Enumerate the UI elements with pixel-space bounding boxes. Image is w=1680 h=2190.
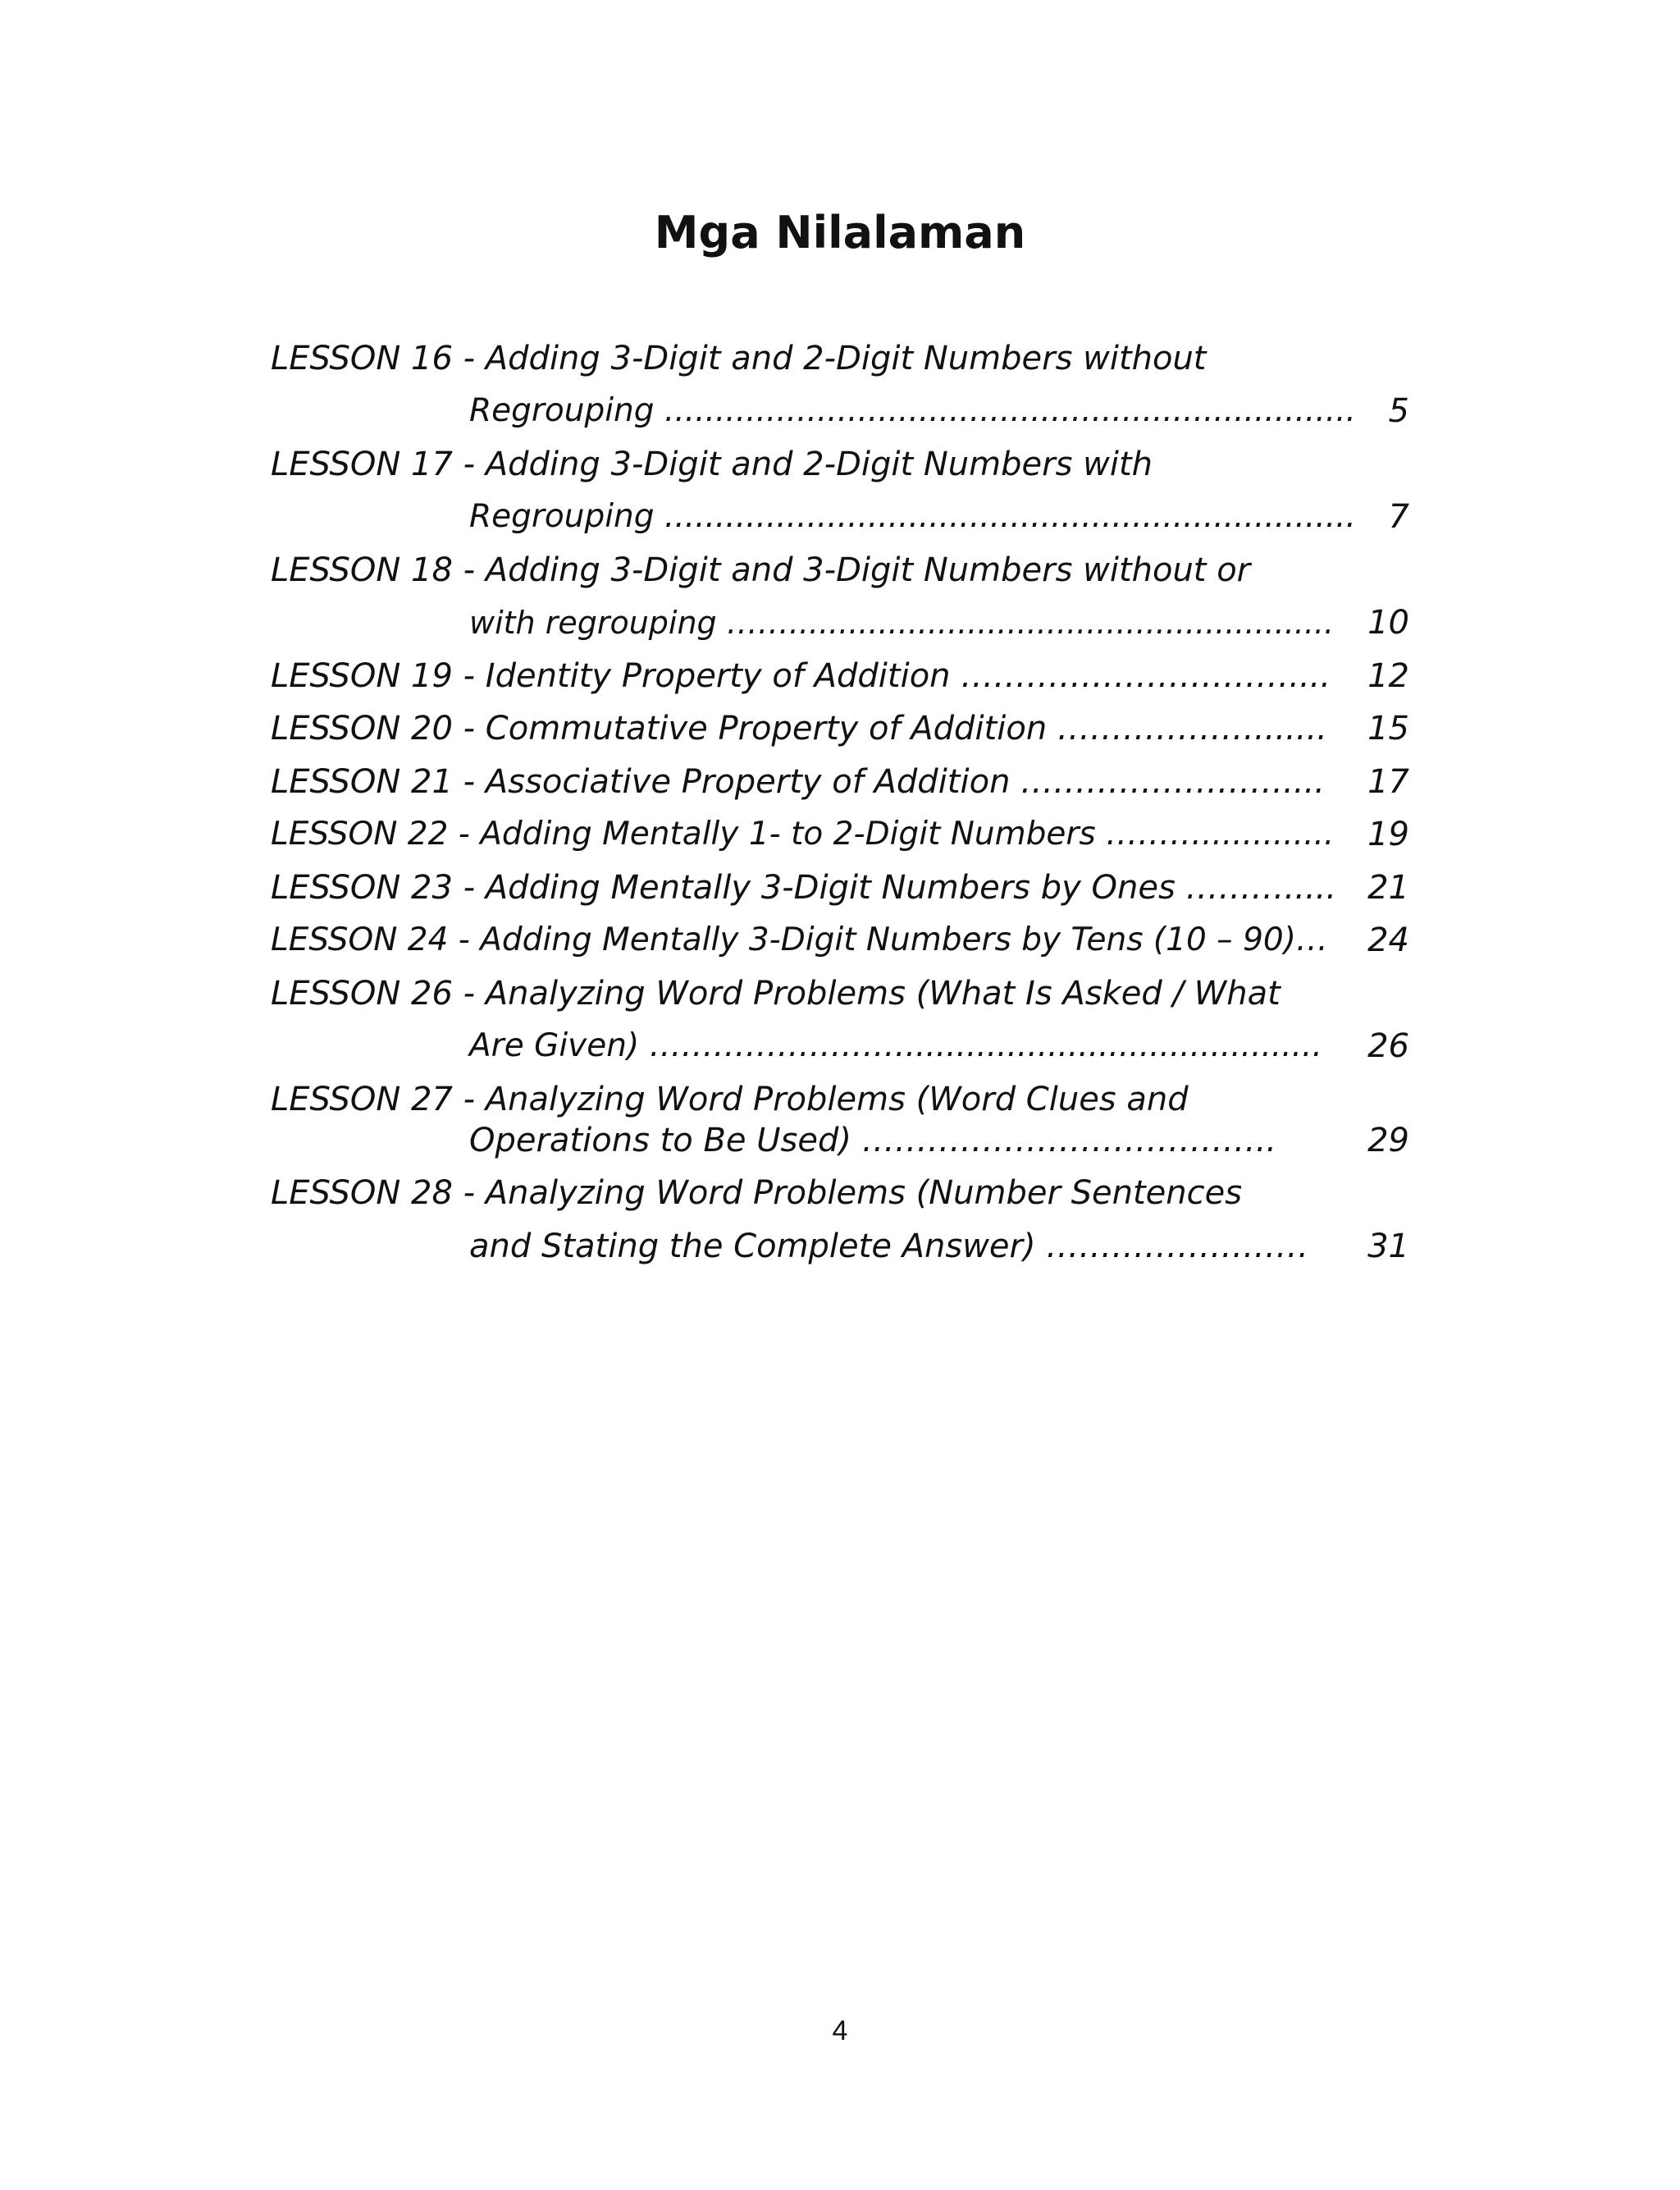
toc-page-number: 29 xyxy=(1367,1122,1409,1159)
toc-entry-text: with regrouping ……....................................................... xyxy=(469,605,1335,641)
page-title: Mga Nilalaman xyxy=(654,207,1026,258)
toc-line xyxy=(0,862,1680,914)
toc-line xyxy=(0,385,1680,437)
toc-entry-text: LESSON 19 - Identity Property of Addition ………………………….... xyxy=(271,657,1331,695)
toc-line xyxy=(0,756,1680,808)
toc-entry-text: LESSON 26 - Analyzing Word Problems (What Is Asked / What xyxy=(271,975,1281,1013)
toc-entry-text: and Stating the Complete Answer) …………………… xyxy=(469,1228,1309,1265)
toc-page-number: 21 xyxy=(1367,869,1409,907)
toc-line xyxy=(0,967,1680,1020)
toc-page-number: 7 xyxy=(1388,498,1409,536)
toc-line xyxy=(0,702,1680,755)
toc-page-number: 19 xyxy=(1367,816,1409,853)
toc-page-number: 15 xyxy=(1367,710,1409,748)
toc-page-number: 24 xyxy=(1367,921,1409,959)
toc-page-number: 12 xyxy=(1367,657,1409,695)
toc-entry-text: Are Given) ……………………......................................... xyxy=(469,1027,1322,1064)
toc-page-number: 10 xyxy=(1367,604,1409,642)
toc-line xyxy=(0,597,1680,649)
toc-entry-text: LESSON 16 - Adding 3-Digit and 2-Digit Numbers without xyxy=(271,340,1207,377)
toc-line xyxy=(0,1114,1680,1167)
toc-page-number: 17 xyxy=(1367,763,1409,801)
toc-line xyxy=(0,650,1680,702)
toc-entry-text: LESSON 22 - Adding Mentally 1- to 2-Digit Numbers ………............. xyxy=(271,816,1335,853)
toc-entry-text: LESSON 28 - Analyzing Word Problems (Number Sentences xyxy=(271,1174,1243,1212)
toc-line xyxy=(0,332,1680,385)
toc-entry-text: LESSON 24 - Adding Mentally 3-Digit Numbers by Tens (10 – 90)… xyxy=(271,921,1328,958)
toc-page-number: 26 xyxy=(1367,1027,1409,1065)
toc-line xyxy=(0,491,1680,543)
toc-entry-text: Operations to Be Used) ……………………………….. xyxy=(469,1122,1277,1159)
toc-entry-text: LESSON 20 - Commutative Property of Addition ………………....... xyxy=(271,710,1327,748)
toc-page-number: 31 xyxy=(1367,1228,1409,1265)
toc-page-number: 5 xyxy=(1388,392,1409,430)
toc-line xyxy=(0,1220,1680,1273)
toc-entry-text: LESSON 17 - Adding 3-Digit and 2-Digit Numbers with xyxy=(271,446,1153,483)
toc-entry-text: LESSON 23 - Adding Mentally 3-Digit Numbers by Ones ………..... xyxy=(271,869,1337,907)
page-number: 4 xyxy=(832,2015,848,2046)
toc-line xyxy=(0,1167,1680,1219)
toc-entry-text: LESSON 18 - Adding 3-Digit and 3-Digit Numbers without or xyxy=(271,551,1251,589)
toc-line xyxy=(0,808,1680,861)
toc-line xyxy=(0,438,1680,491)
toc-line xyxy=(0,544,1680,597)
toc-entry-text: LESSON 21 - Associative Property of Addition …………………….... xyxy=(271,763,1325,801)
toc-entry-text: Regrouping .................................................................... xyxy=(469,392,1356,429)
toc-entry-text: Regrouping .................................................................... xyxy=(469,498,1356,535)
toc-entry-text: LESSON 27 - Analyzing Word Problems (Word Clues and xyxy=(271,1081,1189,1118)
toc-line xyxy=(0,914,1680,967)
toc-line xyxy=(0,1020,1680,1072)
